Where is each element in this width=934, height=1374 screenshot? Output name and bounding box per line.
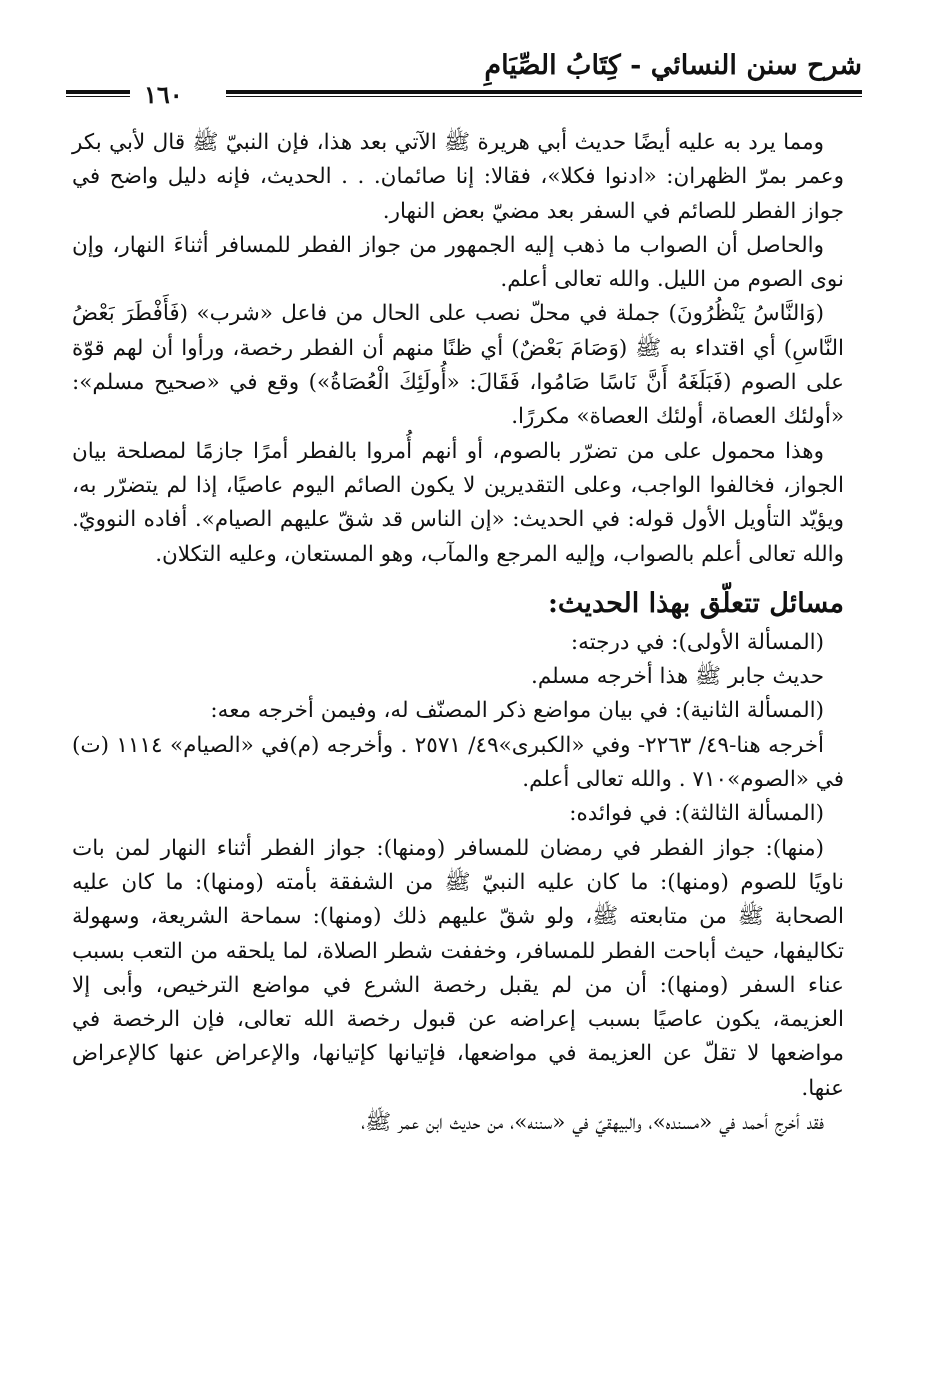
issue-text: حديث جابر ﷺ هذا أخرجه مسلم.: [530, 664, 824, 690]
page-header: [66, 42, 862, 109]
section-heading: مسائل تتعلّق بهذا الحديث:: [547, 587, 844, 619]
issue-heading: (المسألة الثانية): في بيان مواضع ذكر المصنّف له، وفيمن أخرجه معه:: [210, 698, 824, 724]
paragraph: ومما يرد به عليه أيضًا حديث أبي هريرة ﷺ الآتي بعد هذا، فإن النبيّ ﷺ قال لأبي بكر وعمر بمرّ الظهران: «ادنوا فكلا»، فقالا: إنا صائمان. . . الحديث، فإنه دليل واضح في جواز الفطر للصائم في السفر بعد مضيّ بعض النهار.: [72, 130, 844, 224]
paragraph: والحاصل أن الصواب ما ذهب إليه الجمهور من جواز الفطر للمسافر أثناءَ النهار، وإن نوى الصوم من الليل. والله تعالى أعلم.: [72, 232, 844, 293]
header-rule: [226, 90, 862, 97]
header-rule-short: [66, 90, 130, 97]
issue-text: فقد أخرج أحمد في «مسنده»، والبيهقيّ في «سننه»، من حديث ابن عمر ﷺ،: [361, 1110, 824, 1136]
paragraph: وهذا محمول على من تضرّر بالصوم، أو أنهم أُمروا بالفطر أمرًا جازمًا لمصلحة بيان الجواز، فخالفوا الواجب، وعلى التقديرين لا يكون الصائم اليوم عاصيًا، إذا لم يتضرّر به، ويؤيّد التأويل الأول قوله: في الحديث: «إن الناس قد شقّ عليهم الصيام». أفاده النوويّ. والله تعالى أعلم بالصواب، وإليه المرجع والمآب، وهو المستعان، وعليه التكلان.: [72, 438, 844, 567]
paragraph: (وَالنَّاسُ يَنْظُرُونَ) جملة في محلّ نصب على الحال من فاعل «شرب» (فَأَفْطَرَ بَعْضُ النَّاسِ) أي اقتداء به ﷺ (وَصَامَ بَعْضٌ) أي ظنًا منهم أن الفطر رخصة، ورأوا أن لهم قوّة على الصوم (فَبَلَغَهُ أَنَّ نَاسًا صَامُوا، فَقَالَ: «أُولَئِكَ الْعُصَاةُ») وقع في «صحيح مسلم»: «أولئك العصاة، أولئك العصاة» مكررًا.: [72, 301, 844, 430]
issue-heading: (المسألة الأولى): في درجته:: [570, 629, 824, 655]
issue-text: (منها): جواز الفطر في رمضان للمسافر (ومنها): جواز الفطر أثناء النهار لمن بات ناويًا للصوم (ومنها): ما كان عليه النبيّ ﷺ من الشفقة بأمته (ومنها): ما كان عليه الصحابة ﷺ من متابعته ﷺ، ولو شقّ عليهم ذلك (ومنها): سماحة الشريعة، وسهولة تكاليفها، حيث أباحت الفطر للمسافر، وخففت شطر الصلاة، لما يلحقه من التعب بسبب عناء السفر (ومنها): أن من لم يقبل رخصة الشرع في مواضع الترخيص، وأبى إلا العزيمة، يكون عاصيًا بسبب إعراضه عن قبول رخصة الله تعالى، فإن الرخصة في مواضعها لا تقلّ عن العزيمة في مواضعها، فإتيانها كإتيانها، والإعراض عنها كالإعراض عنها.: [72, 835, 844, 1101]
issue-text: أخرجه هنا-٤٩/ ٢٢٦٣- وفي «الكبرى»٤٩/ ٢٥٧١ . وأخرجه (م)في «الصيام» ١١١٤ (ت) في «الصوم»٧١٠ . والله تعالى أعلم.: [72, 732, 844, 793]
issue-heading: (المسألة الثالثة): في فوائده:: [569, 801, 824, 827]
page-body: [72, 126, 844, 1140]
running-title: شرح سنن النسائي - كِتَابُ الصِّيَامِ: [484, 50, 862, 81]
page-number: ١٦٠: [136, 80, 191, 109]
